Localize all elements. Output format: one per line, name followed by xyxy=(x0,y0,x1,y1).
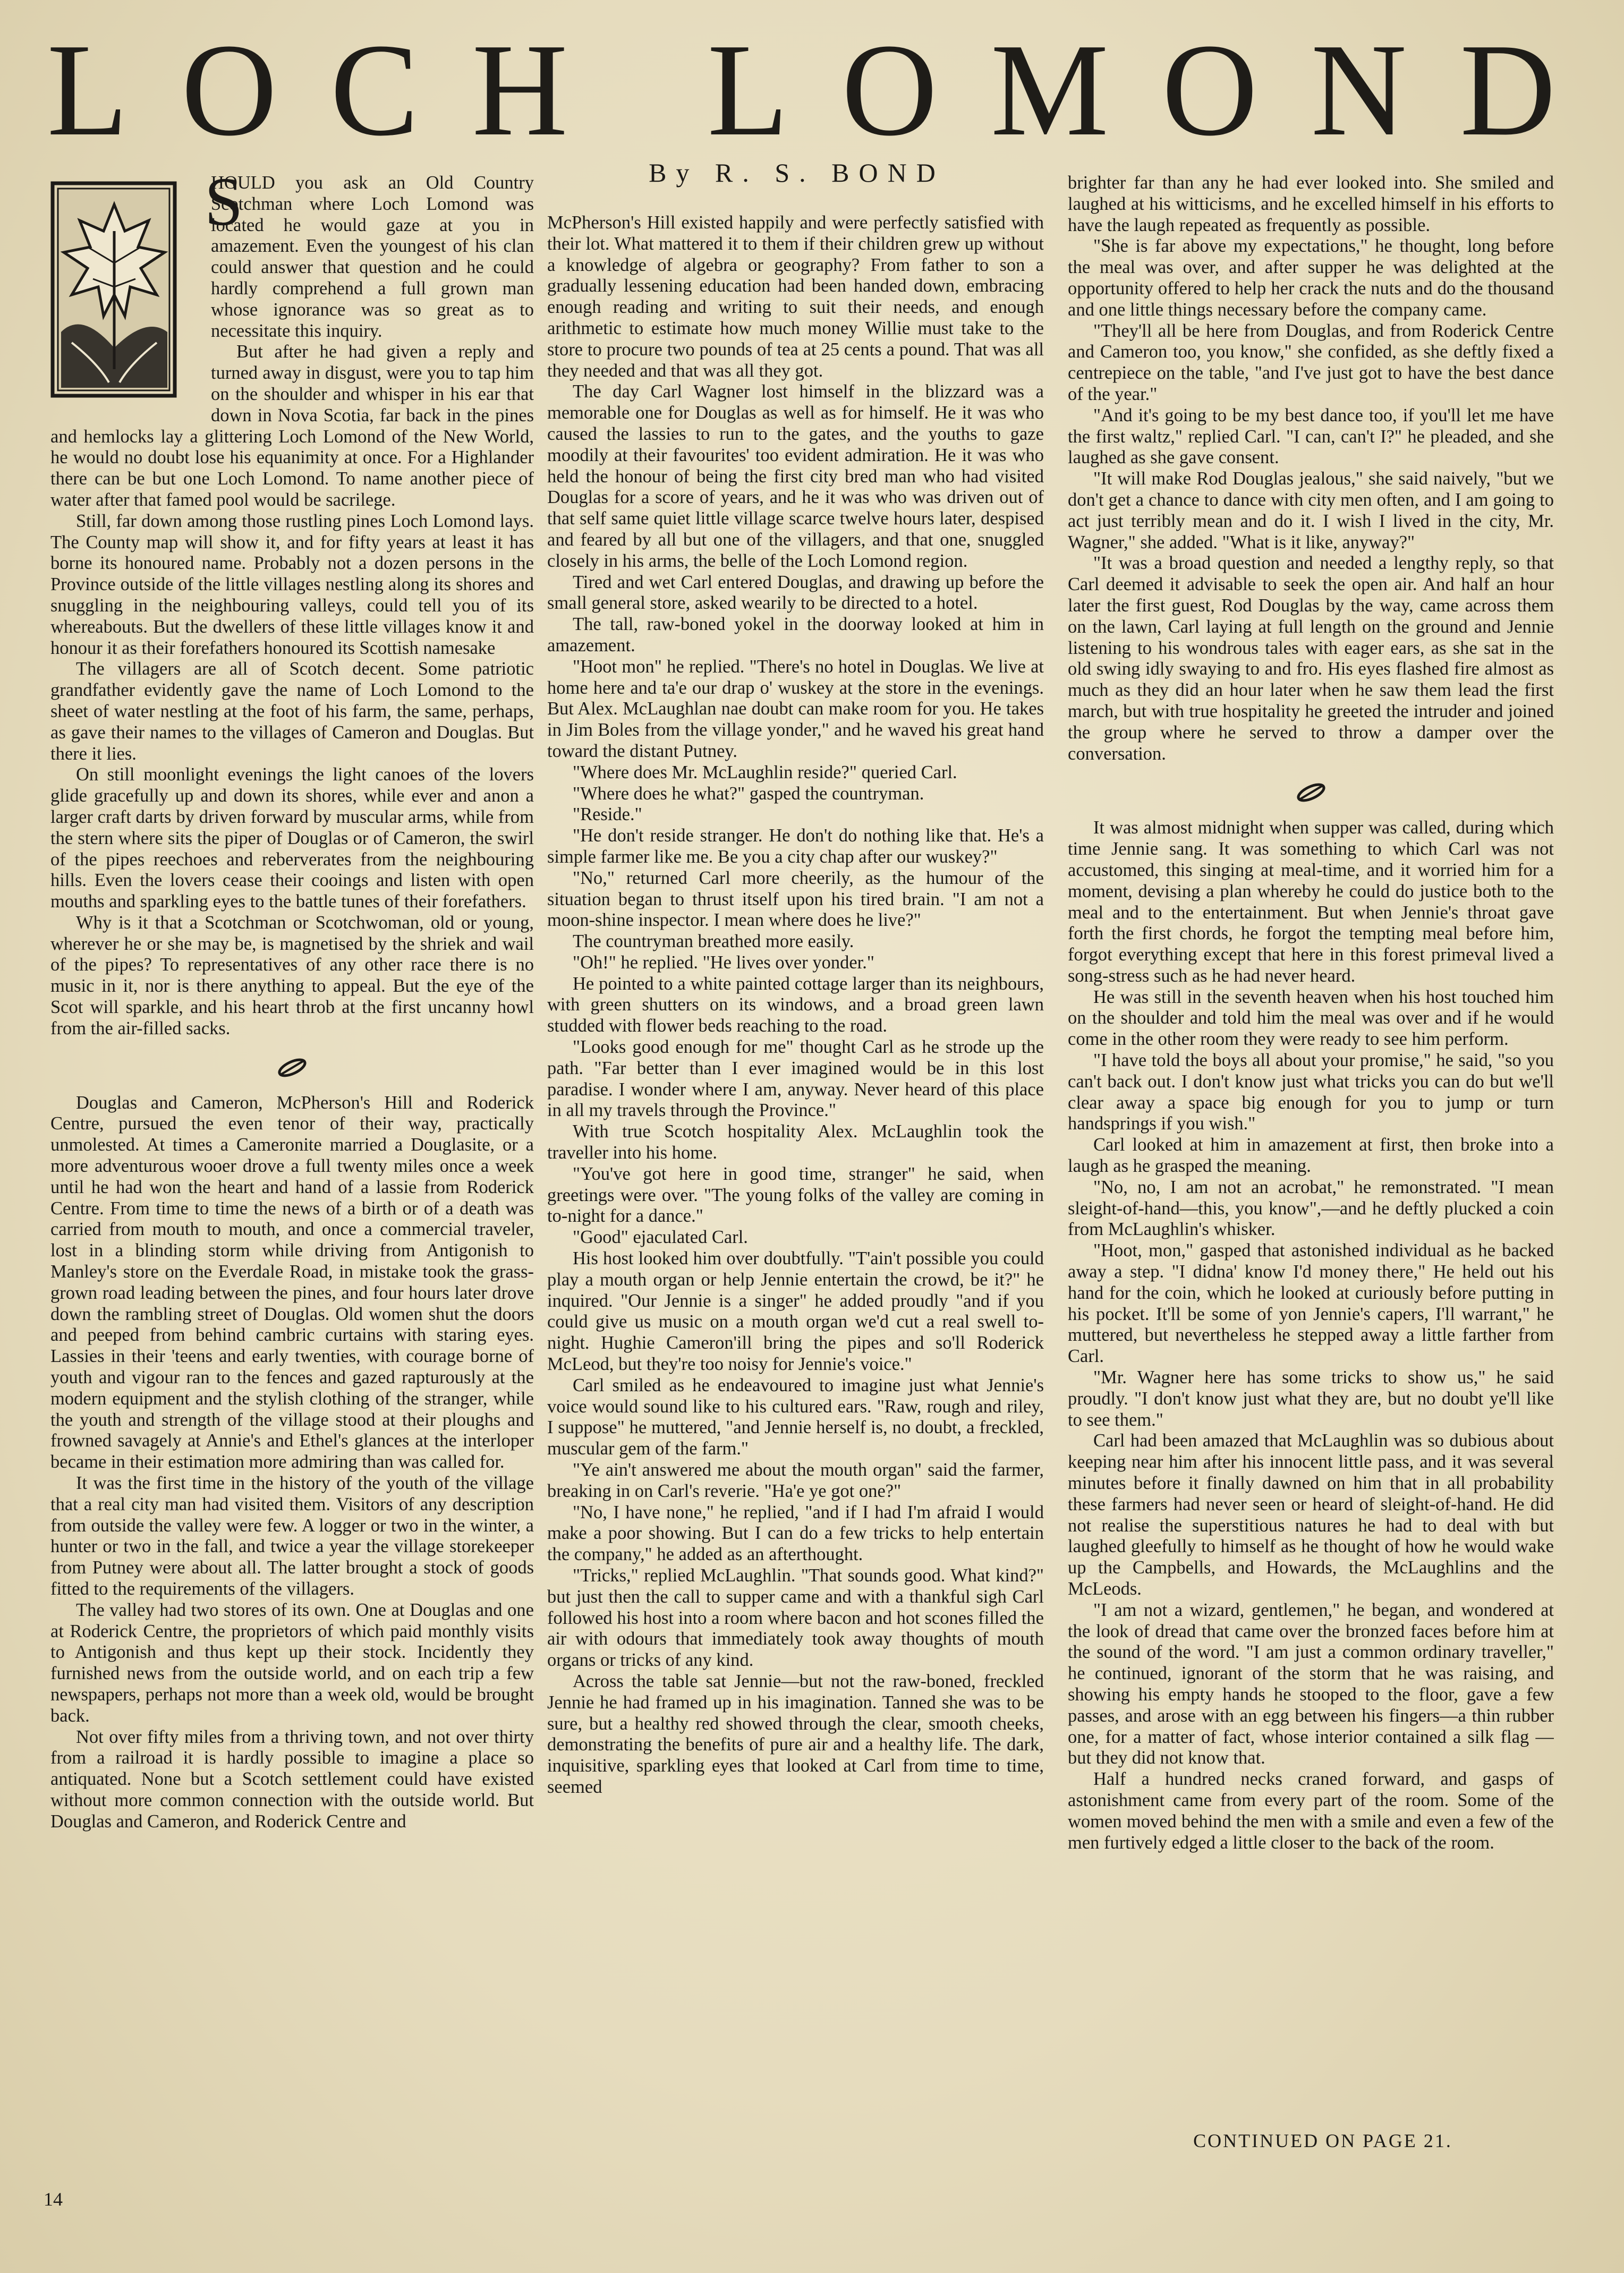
paragraph: "Hoot, mon," gasped that astonished individual as he backed away a step. "I didna' know I'd money there," He held out his hand for the coin, which he looked at curiously before putting in his pocket. It'll be some of yon Jennie's capers, I'll warrant," he muttered, but nevertheless he stepped away a little farther from Carl. xyxy=(1068,1240,1554,1367)
paragraph: The villagers are all of Scotch decent. Some patriotic grandfather evidently gave the name of Loch Lomond to the sheet of water nestling at the foot of his farm, the same, perhaps, as gave their names to the villages of Cameron and Douglas. But there it lies. xyxy=(50,659,534,764)
paragraph: "Mr. Wagner here has some tricks to show us," he said proudly. "I don't know just what they are, but no doubt ye'll like to see them." xyxy=(1068,1367,1554,1430)
paragraph: It was the first time in the history of the youth of the village that a real city man had visited them. Visitors of any description from outside the valley were few. A logger or two in the winter, a hunter or two in the fall, and twice a year the village storekeeper from Putney were about all. The latter brought a stock of goods fitted to the requirements of the villagers. xyxy=(50,1473,534,1599)
byline: By R. S. BOND xyxy=(649,158,945,188)
paragraph: "You've got here in good time, stranger" he said, when greetings were over. "The young folks of the valley are coming in to-night for a dance." xyxy=(547,1163,1044,1227)
paragraph: "No," returned Carl more cheerily, as the humour of the situation began to thrust itself upon his tired brain. "I am not a moon-shine inspector. I mean where does he live?" xyxy=(547,867,1044,931)
paragraph: "I am not a wizard, gentlemen," he began, and wondered at the look of dread that came over the bronzed faces before him at the sound of the word. "I am just a common ordinary traveller," he continued, ignorant of the storm that he was raising, and showing his empty hands he stooped to the floor, gave a few passes, and arose with an egg between his fingers—a thin rubber one, for a matter of fact, whose interior contained a silk flag —but they did not know that. xyxy=(1068,1599,1554,1768)
paragraph: Why is it that a Scotchman or Scotchwoman, old or young, wherever he or she may be, is magnetised by the shriek and wail of the pipes? To representatives of any other race there is no music in it, nor is there anything to appeal. But the eye of the Scot will sparkle, and his heart throb at the first uncanny howl from the air-filled sacks. xyxy=(50,912,534,1038)
paragraph: Carl had been amazed that McLaughlin was so dubious about keeping near him after his innocent little pass, and it was several minutes before it finally dawned on him that in all probability these farmers had never seen or heard of sleight-of-hand. He did not realise the superstitious natures he had to deal with but laughed gleefully to himself as he thought of how he would wake up the Campbells, and Howards, the McLaughlins and the McLeods. xyxy=(1068,1431,1554,1599)
paragraph: "Good" ejaculated Carl. xyxy=(573,1227,748,1248)
paragraph: The day Carl Wagner lost himself in the blizzard was a memorable one for Douglas as well as for himself. He it was who caused the lassies to run to the gates, and the youths to gaze moodily at their favourites' too evident admiration. He it was who held the honour of being the first city bred man who had visited Douglas for a score of years, and he it was who was driven out of that self same quiet little village scarce twelve hours later, despised and feared by all but one of the villagers, and that one, snuggled closely in his arms, the belle of the Loch Lomond region. xyxy=(547,381,1044,571)
paragraph: "Hoot mon" he replied. "There's no hotel in Douglas. We live at home here and ta'e our drap o' wuskey at the store in the evenings. But Alex. McLaughlan nae doubt can make room for you. He takes in Jim Boles from the village yonder," and he waved his great hand toward the distant Putney. xyxy=(547,656,1044,761)
paragraph: "Looks good enough for me" thought Carl as he strode up the path. "Far better than I ever imagined would be in this lost paradise. I wonder where I am, anyway. Never heard of this place in all my travels through the Province." xyxy=(547,1037,1044,1121)
section-break-fleuron-icon xyxy=(1068,770,1554,812)
paragraph: "I have told the boys all about your promise," he said, "so you can't back out. I don't know just what tricks you can do but we'll clear away a space big enough for you to jump or turn handsprings if you wish." xyxy=(1068,1050,1554,1134)
paragraph: Douglas and Cameron, McPherson's Hill and Roderick Centre, pursued the even tenor of their way, practically unmolested. At times a Cameronite married a Douglasite, or a more adventurous wooer drove a full twenty miles once a week until he had won the heart and hand of a lassie from Roderick Centre. From time to time the news of a birth or of a death was carried from mouth to mouth, and once a commercial traveler, lost in a blinding storm while driving from Antigonish to Manley's store on the Everdale Road, in mistake took the grass-grown road leading between the pines, and four hours later drove down the rambling street of Douglas. Old women shut the doors and peeped from behind cambric curtains with staring eyes. Lassies in their 'teens and early twenties, with courage borne of youth and vigour ran to the fences and gazed rapturously at the modern equipment and the stylish clothing of the stranger, while the youth and strength of the village stood at their ploughs and frowned savagely at Annie's and Ethel's glances at the interloper became in their estimation more admiring than was called for. xyxy=(50,1092,534,1472)
paragraph: "Ye ain't answered me about the mouth organ" said the farmer, breaking in on Carl's reverie. "Ha'e ye got one?" xyxy=(547,1460,1044,1501)
paragraph: "They'll all be here from Douglas, and from Roderick Centre and Cameron too, you know," she confided, as she deftly fixed a centrepiece on the table, "and I've just got to have the best dance of the year." xyxy=(1068,320,1554,404)
paragraph: "Where does Mr. McLaughlin reside?" queried Carl. xyxy=(573,762,957,782)
paragraph: "Reside." xyxy=(573,804,642,825)
paragraph: brighter far than any he had ever looked into. She smiled and laughed at his witticisms, and he excelled himself in his efforts to have the laugh repeated as frequently as possible. xyxy=(1068,173,1554,235)
paragraph: Across the table sat Jennie—but not the raw-boned, freckled Jennie he had framed up in his imagination. Tanned she was to be sure, but a healthy red showed through the clear, smooth cheeks, demonstrating the benefits of pure air and a healthy life. The dark, inquisitive, sparkling eyes that looked at Carl from time to time, seemed xyxy=(547,1671,1044,1797)
paragraph: Not over fifty miles from a thriving town, and not over thirty from a railroad it is hardly possible to imagine a place so antiquated. None but a Scotch settlement could have existed without more common connection with the outside world. But Douglas and Cameron, and Roderick Centre and xyxy=(50,1726,534,1832)
paragraph: But after he had given a reply and turned away in disgust, were you to tap him on the shoulder and whisper in his ear that down in Nova Scotia, far back in the pines and hemlocks lay a glittering Loch Lomond of the New World, he would no doubt lose his equanimity at once. For a Highlander there can be but one Loch Lomond. To name another piece of water after that famed pool would be sacrilege. xyxy=(50,342,534,510)
paragraph: Carl looked at him in amazement at first, then broke into a laugh as he grasped the meaning. xyxy=(1068,1135,1554,1177)
paragraph: Half a hundred necks craned forward, and gasps of astonishment came from every part of the room. Some of the women moved behind the men with a smile and even a few of the men furtively edged a little closer to the back of the room. xyxy=(1068,1769,1554,1853)
page-number: 14 xyxy=(44,2189,63,2210)
paragraph: HOULD you ask an Old Country Scotchman where Loch Lomond was located he would gaze at you in amazement. Even the youngest of his clan could answer that question and he could hardly comprehend a full grown man whose ignorance was so great as to necessitate this inquiry. xyxy=(211,173,534,341)
paragraph: "It was a broad question and needed a lengthy reply, so that Carl deemed it advisable to seek the open air. And half an hour later the first guest, Rod Douglas by the way, came across them on the lawn, Carl laying at full length on the ground and Jennie listening to his wondrous tales with eager ears, as she sat in the old swing idly swaying to and fro. His eyes flashed fire almost as much as they did an hour later when he saw them lead the first march, but with true hospitality he greeted the intruder and joined the group where he served to throw a damper over the conversation. xyxy=(1068,553,1554,764)
maple-leaf-ornament-icon xyxy=(50,173,215,401)
paragraph: The valley had two stores of its own. One at Douglas and one at Roderick Centre, the proprietors of which paid monthly visits to Antigonish and thus kept up their stock. Incidently they furnished news from the outside world, and on each trip a few newspapers, perhaps not more than a week old, would be brought back. xyxy=(50,1599,534,1726)
paragraph: "Oh!" he replied. "He lives over yonder." xyxy=(573,952,874,973)
paragraph: With true Scotch hospitality Alex. McLaughlin took the traveller into his home. xyxy=(547,1121,1044,1163)
paragraph: "She is far above my expectations," he thought, long before the meal was over, and after supper he was delighted at the opportunity offered to help her crack the nuts and do the thousand and one little things necessary before the company came. xyxy=(1068,236,1554,320)
paragraph: On still moonlight evenings the light canoes of the lovers glide gracefully up and down its shores, while ever and anon a larger craft darts by driven forward by muscular arms, while from the stern where sits the piper of Douglas or of Cameron, the swirl of the pipes reechoes and reberverates from the neighbouring hills. Even the lovers cease their cooings and listen with open mouths and sparkling eyes to the battle tunes of their forefathers. xyxy=(50,764,534,912)
paragraph: Tired and wet Carl entered Douglas, and drawing up before the small general store, asked wearily to be directed to a hotel. xyxy=(547,572,1044,614)
continued-notice: CONTINUED ON PAGE 21. xyxy=(1193,2130,1452,2151)
column-2 xyxy=(547,212,1044,2231)
paragraph: Still, far down among those rustling pines Loch Lomond lays. The County map will show it, and for fifty years at least it has borne its honoured name. Probably not a dozen persons in the Province outside of the little villages nestling along its shores and snuggling in the neighbouring valleys, could tell you of its whereabouts. But the dwellers of these little villages know it and honour it as their forefathers honoured its Scottish namesake xyxy=(50,510,534,658)
paragraph: "No, no, I am not an acrobat," he remonstrated. "I mean sleight-of-hand—this, you know",—and he deftly plucked a coin from McLaughlin's whisker. xyxy=(1068,1177,1554,1240)
paragraph: "And it's going to be my best dance too, if you'll let me have the first waltz," replied Carl. "I can, can't I?" he pleaded, and she laughed as she gave consent. xyxy=(1068,405,1554,468)
column-3 xyxy=(1068,173,1554,2191)
paragraph: The countryman breathed more easily. xyxy=(573,931,854,952)
paragraph: "No, I have none," he replied, "and if I had I'm afraid I would make a poor showing. But I can do a few tricks to help entertain the company," he added as an afterthought. xyxy=(547,1502,1044,1565)
paragraph: Carl smiled as he endeavoured to imagine just what Jennie's voice would sound like to his cultured ears. "Raw, rough and riley, I suppose" he muttered, "and Jennie herself is, no doubt, a freckled, muscular gem of the farm." xyxy=(547,1375,1044,1459)
paragraph: "It will make Rod Douglas jealous," she said naively, "but we don't get a chance to dance with city men often, and I am going to act just terribly mean and do it. I wish I lived in the city, Mr. Wagner," she added. "What is it like, anyway?" xyxy=(1068,469,1554,552)
article-title: LOCH LOMOND xyxy=(47,16,1609,164)
paragraph: "Tricks," replied McLaughlin. "That sounds good. What kind?" but just then the call to supper came and with a thankful sigh Carl followed his host into a room where bacon and hot scones filled the air with odours that immediately took away thoughts of mouth organs or tricks of any kind. xyxy=(547,1565,1044,1671)
paragraph: "Where does he what?" gasped the countryman. xyxy=(573,783,924,804)
drop-cap-block xyxy=(50,173,243,420)
paragraph: It was almost midnight when supper was called, during which time Jennie sang. It was something to which Carl was not accustomed, this singing at meal-time, and it worried him for a moment, devising a plan whereby he could do justice both to the meal and to the entertainment. But when Jennie's throat gave forth the first chords, he forgot the tempting meal before him, forgot everything except that here in this forest primeval lived a song-stress such as he had never heard. xyxy=(1068,818,1554,986)
drop-cap-letter: S xyxy=(205,173,243,240)
paragraph: The tall, raw-boned yokel in the doorway looked at him in amazement. xyxy=(547,614,1044,655)
paragraph: "He don't reside stranger. He don't do nothing like that. He's a simple farmer like me. Be you a city chap after our wuskey?" xyxy=(547,825,1044,867)
section-break-fleuron-icon xyxy=(50,1045,534,1087)
paragraph: He was still in the seventh heaven when his host touched him on the shoulder and told him the meal was over and if he would come in the other room they were ready to see him perform. xyxy=(1068,986,1554,1050)
column-1 xyxy=(50,173,534,2191)
paragraph: He pointed to a white painted cottage larger than its neighbours, with green shutters on its windows, and a broad green lawn studded with flower beds reaching to the road. xyxy=(547,973,1044,1036)
paragraph: McPherson's Hill existed happily and were perfectly satisfied with their lot. What mattered it to them if their children grew up without a knowledge of algebra or geography? From father to son a gradually lessening education had been handed down, embracing enough reading and writing to suit their needs, and enough arithmetic to estimate how much money Willie must take to the store to procure two pounds of tea at 25 cents a pound. That was all they needed and that was all they got. xyxy=(547,212,1044,381)
paragraph: His host looked him over doubtfully. "T'ain't possible you could play a mouth organ or help Jennie entertain the crowd, be it?" he inquired. "Our Jennie is a singer" he added proudly "and if you could give us music on a mouth organ we'd cut a real swell to-night. Hughie Cameron'ill bring the pipes and so'll Roderick McLeod, but they're too noisy for Jennie's voice." xyxy=(547,1248,1044,1375)
